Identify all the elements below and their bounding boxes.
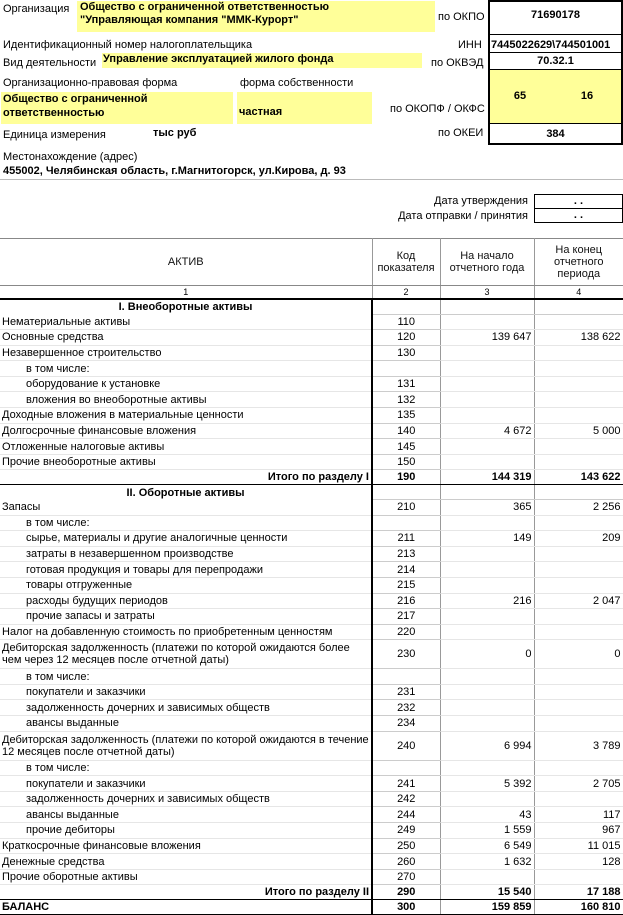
table-row (0, 854, 623, 870)
okpo-label: по ОКПО (438, 11, 485, 23)
row-value-end[interactable]: 128 (534, 854, 623, 870)
row-value-start[interactable] (440, 791, 534, 807)
section-header-row (0, 299, 623, 315)
table-row (0, 669, 623, 685)
row-value-start[interactable]: 6 994 (440, 731, 534, 760)
table-row (0, 760, 623, 776)
table-row (0, 315, 623, 330)
header-end: На конец отчетного периода (534, 239, 623, 286)
table-row (0, 624, 623, 640)
table-row (0, 791, 623, 807)
row-value-end[interactable]: 967 (534, 823, 623, 839)
row-code: 213 (372, 546, 440, 562)
table-row (0, 609, 623, 625)
row-label: Долгосрочные финансовые вложения (0, 423, 372, 439)
row-value-end[interactable] (534, 577, 623, 593)
table-row (0, 376, 623, 392)
table-row (0, 776, 623, 792)
row-value-end[interactable] (534, 546, 623, 562)
row-code: 260 (372, 854, 440, 870)
row-code: 190 (372, 470, 440, 485)
row-code: 214 (372, 562, 440, 578)
table-row (0, 439, 623, 455)
row-value-start[interactable]: 6 549 (440, 838, 534, 854)
table-row (0, 716, 623, 732)
row-value-start[interactable] (440, 869, 534, 885)
section-title: I. Внеоборотные активы (0, 299, 372, 315)
row-code: 150 (372, 454, 440, 470)
row-value-start[interactable]: 0 (440, 640, 534, 669)
row-value-end[interactable] (534, 408, 623, 424)
table-row (0, 684, 623, 700)
row-code: 230 (372, 640, 440, 669)
balance-table (0, 238, 623, 915)
row-value-start[interactable]: 5 392 (440, 776, 534, 792)
row-code: 234 (372, 716, 440, 732)
balance-total-row (0, 900, 623, 915)
row-code: 215 (372, 577, 440, 593)
row-value-end[interactable] (534, 562, 623, 578)
col-number-4: 4 (534, 286, 623, 300)
org-label: Организация (3, 3, 70, 15)
row-value-end[interactable]: 209 (534, 531, 623, 547)
row-label: Основные средства (0, 330, 372, 346)
row-value-start[interactable]: 15 540 (440, 885, 534, 900)
row-label: задолженность дочерних и зависимых обществ (0, 791, 372, 807)
section-empty-cell (534, 299, 623, 315)
row-label: Запасы (0, 500, 372, 515)
row-label: Итого по разделу I (0, 470, 372, 485)
org-name-line1: Общество с ограниченной ответственностью (80, 1, 329, 13)
col-number-3: 3 (440, 286, 534, 300)
table-row (0, 423, 623, 439)
row-label: Прочие внеоборотные активы (0, 454, 372, 470)
inn-value: 7445022629\744501001 (491, 39, 611, 51)
subtotal-row (0, 885, 623, 900)
row-value-end[interactable] (534, 609, 623, 625)
okved-label: по ОКВЭД (431, 57, 484, 69)
table-row (0, 640, 623, 669)
row-label: сырье, материалы и другие аналогичные ценности (0, 531, 372, 547)
subtotal-row (0, 470, 623, 485)
okpo-value: 71690178 (531, 9, 580, 21)
row-label: Нематериальные активы (0, 315, 372, 330)
row-value-start[interactable]: 144 319 (440, 470, 534, 485)
row-code: 270 (372, 869, 440, 885)
inn-label: ИНН (458, 39, 482, 51)
row-label: Дебиторская задолженность (платежи по которой ожидаются в течение 12 месяцев после отчетной даты) (0, 731, 372, 760)
row-value-start[interactable] (440, 546, 534, 562)
row-label: Незавершенное строительство (0, 345, 372, 361)
row-label: оборудование к установке (0, 376, 372, 392)
legal-form-value (1, 92, 233, 124)
row-value-start[interactable] (440, 439, 534, 455)
row-value-end[interactable]: 143 622 (534, 470, 623, 485)
table-row (0, 700, 623, 716)
legal-form-label: Организационно-правовая форма (3, 77, 178, 89)
row-label: Налог на добавленную стоимость по приобретенным ценностям (0, 624, 372, 640)
activity-label: Вид деятельности (3, 57, 97, 69)
row-code: 216 (372, 593, 440, 609)
row-value-start[interactable]: 1 559 (440, 823, 534, 839)
row-code: 130 (372, 345, 440, 361)
row-label: расходы будущих периодов (0, 593, 372, 609)
row-code: 240 (372, 731, 440, 760)
header-start: На начало отчетного года (440, 239, 534, 286)
row-value-end[interactable] (534, 315, 623, 330)
row-label: готовая продукция и товары для перепродажи (0, 562, 372, 578)
table-row (0, 408, 623, 424)
row-code: 135 (372, 408, 440, 424)
row-value-end[interactable] (534, 716, 623, 732)
row-code: 132 (372, 392, 440, 408)
row-code: 241 (372, 776, 440, 792)
row-value-end[interactable] (534, 376, 623, 392)
table-header-row (0, 239, 623, 286)
row-label: в том числе: (0, 361, 372, 377)
unit-label: Единица измерения (3, 129, 106, 141)
row-label: Доходные вложения в материальные ценности (0, 408, 372, 424)
col-number-1: 1 (0, 286, 372, 300)
approval-value: . . (534, 194, 623, 209)
row-code: 232 (372, 700, 440, 716)
row-label: прочие дебиторы (0, 823, 372, 839)
row-value-start[interactable]: 216 (440, 593, 534, 609)
row-value-end[interactable]: 160 810 (534, 900, 623, 915)
org-name-line2: "Управляющая компания "ММК-Курорт" (80, 14, 299, 26)
row-value-start[interactable] (440, 669, 534, 685)
row-code: 140 (372, 423, 440, 439)
row-value-start[interactable] (440, 454, 534, 470)
address-value: 455002, Челябинская область, г.Магнитогорск, ул.Кирова, д. 93 (3, 165, 346, 177)
ownership-value: частная (237, 92, 372, 124)
row-value-end[interactable]: 2 256 (534, 500, 623, 515)
row-value-start[interactable]: 4 672 (440, 423, 534, 439)
section-empty-cell (372, 485, 440, 500)
legal-form-line1: Общество с ограниченной (3, 93, 148, 105)
row-value-end[interactable] (534, 700, 623, 716)
section-empty-cell (534, 485, 623, 500)
row-label: затраты в незавершенном производстве (0, 546, 372, 562)
row-value-start[interactable] (440, 408, 534, 424)
address-divider (0, 179, 623, 180)
header-code: Код показателя (372, 239, 440, 286)
table-row (0, 454, 623, 470)
row-code: 120 (372, 330, 440, 346)
row-value-end[interactable] (534, 439, 623, 455)
row-value-start[interactable]: 149 (440, 531, 534, 547)
section-empty-cell (440, 299, 534, 315)
row-value-start[interactable]: 1 632 (440, 854, 534, 870)
table-row (0, 531, 623, 547)
address-label: Местонахождение (адрес) (3, 151, 138, 163)
okopf-label: по ОКОПФ / ОКФС (390, 103, 485, 115)
row-label: в том числе: (0, 515, 372, 531)
row-code (372, 515, 440, 531)
row-code (372, 669, 440, 685)
okopf-divider (490, 123, 621, 124)
row-value-start[interactable] (440, 760, 534, 776)
row-code: 110 (372, 315, 440, 330)
row-value-start[interactable] (440, 515, 534, 531)
table-row (0, 345, 623, 361)
okopf-value: 65 (513, 90, 527, 102)
header-aktiv: АКТИВ (0, 239, 372, 286)
row-code: 249 (372, 823, 440, 839)
row-label: покупатели и заказчики (0, 776, 372, 792)
row-value-start[interactable]: 365 (440, 500, 534, 515)
row-value-end[interactable] (534, 624, 623, 640)
row-label: прочие запасы и затраты (0, 609, 372, 625)
table-row (0, 500, 623, 515)
table-row (0, 515, 623, 531)
okfs-value: 16 (580, 90, 594, 102)
okved-value: 70.32.1 (537, 55, 574, 67)
row-value-start[interactable] (440, 562, 534, 578)
row-code: 210 (372, 500, 440, 515)
row-value-end[interactable]: 117 (534, 807, 623, 823)
row-value-end[interactable] (534, 669, 623, 685)
balance-table-body (0, 239, 623, 915)
row-value-start[interactable] (440, 315, 534, 330)
row-value-end[interactable] (534, 869, 623, 885)
row-value-end[interactable] (534, 760, 623, 776)
section-empty-cell (372, 299, 440, 315)
org-name-field (77, 1, 435, 32)
row-value-start[interactable]: 43 (440, 807, 534, 823)
row-code: 250 (372, 838, 440, 854)
section-header-row (0, 485, 623, 500)
row-value-end[interactable]: 138 622 (534, 330, 623, 346)
section-empty-cell (440, 485, 534, 500)
table-row (0, 562, 623, 578)
row-value-start[interactable]: 139 647 (440, 330, 534, 346)
table-row (0, 546, 623, 562)
row-code: 217 (372, 609, 440, 625)
row-value-start[interactable] (440, 716, 534, 732)
row-code: 220 (372, 624, 440, 640)
unit-value: тыс руб (153, 127, 197, 139)
row-label: Прочие оборотные активы (0, 869, 372, 885)
section-title: II. Оборотные активы (0, 485, 372, 500)
row-value-start[interactable] (440, 577, 534, 593)
okei-value: 384 (546, 128, 565, 140)
row-code: 300 (372, 900, 440, 915)
row-value-start[interactable] (440, 684, 534, 700)
row-code: 131 (372, 376, 440, 392)
row-label: Денежные средства (0, 854, 372, 870)
row-code: 211 (372, 531, 440, 547)
okei-label: по ОКЕИ (438, 127, 484, 139)
table-row (0, 361, 623, 377)
row-value-end[interactable] (534, 392, 623, 408)
row-value-end[interactable] (534, 454, 623, 470)
row-code: 242 (372, 791, 440, 807)
col-number-2: 2 (372, 286, 440, 300)
row-label: Отложенные налоговые активы (0, 439, 372, 455)
row-code: 290 (372, 885, 440, 900)
row-label: Дебиторская задолженность (платежи по которой ожидаются более чем через 12 месяцев после отчетной даты) (0, 640, 372, 669)
row-label: задолженность дочерних и зависимых обществ (0, 700, 372, 716)
row-label: покупатели и заказчики (0, 684, 372, 700)
row-label: авансы выданные (0, 716, 372, 732)
row-code: 145 (372, 439, 440, 455)
table-row (0, 869, 623, 885)
row-value-end[interactable] (534, 684, 623, 700)
row-value-start[interactable] (440, 609, 534, 625)
row-label: в том числе: (0, 760, 372, 776)
row-label: вложения во внеоборотные активы (0, 392, 372, 408)
row-value-end[interactable]: 3 789 (534, 731, 623, 760)
row-value-end[interactable]: 5 000 (534, 423, 623, 439)
table-row (0, 593, 623, 609)
inn-row-label: Идентификационный номер налогоплательщика (3, 39, 253, 51)
row-value-end[interactable]: 17 188 (534, 885, 623, 900)
row-code (372, 760, 440, 776)
table-row (0, 838, 623, 854)
row-value-start[interactable] (440, 624, 534, 640)
inn-divider (490, 52, 621, 53)
row-value-start[interactable]: 159 859 (440, 900, 534, 915)
activity-value: Управление эксплуатацией жилого фонда (102, 53, 422, 68)
row-value-end[interactable] (534, 791, 623, 807)
row-value-end[interactable]: 2 705 (534, 776, 623, 792)
table-row (0, 330, 623, 346)
row-label: в том числе: (0, 669, 372, 685)
row-label: БАЛАНС (0, 900, 372, 915)
ownership-label: форма собственности (240, 77, 354, 89)
approval-label: Дата утверждения (434, 195, 528, 207)
row-value-end[interactable] (534, 361, 623, 377)
row-label: товары отгруженные (0, 577, 372, 593)
table-row (0, 731, 623, 760)
row-value-end[interactable] (534, 515, 623, 531)
table-row (0, 392, 623, 408)
okpo-divider (490, 34, 621, 35)
row-value-start[interactable] (440, 700, 534, 716)
row-value-end[interactable] (534, 345, 623, 361)
sent-value: . . (534, 208, 623, 223)
legal-form-line2: ответственностью (3, 107, 105, 119)
row-code: 244 (372, 807, 440, 823)
row-value-end[interactable]: 2 047 (534, 593, 623, 609)
row-value-start[interactable] (440, 361, 534, 377)
row-label: Итого по разделу II (0, 885, 372, 900)
row-label: Краткосрочные финансовые вложения (0, 838, 372, 854)
row-value-start[interactable] (440, 376, 534, 392)
sent-label: Дата отправки / принятия (398, 210, 528, 222)
row-code (372, 361, 440, 377)
table-row (0, 577, 623, 593)
row-code: 231 (372, 684, 440, 700)
table-row (0, 823, 623, 839)
table-row (0, 807, 623, 823)
row-label: авансы выданные (0, 807, 372, 823)
table-number-row (0, 286, 623, 300)
row-value-start[interactable] (440, 345, 534, 361)
row-value-start[interactable] (440, 392, 534, 408)
row-value-end[interactable]: 0 (534, 640, 623, 669)
row-value-end[interactable]: 11 015 (534, 838, 623, 854)
